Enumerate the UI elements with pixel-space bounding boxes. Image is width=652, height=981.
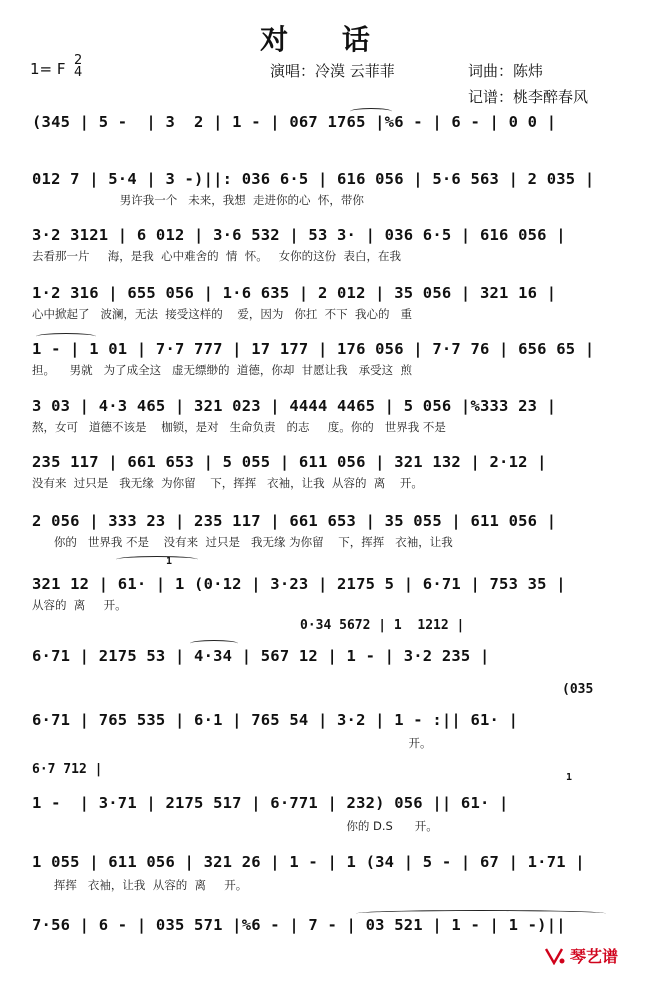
time-signature-bottom: 4 xyxy=(74,65,83,80)
volta-right-notes: 6·7 712 | xyxy=(32,762,103,777)
notation-line: 235 117 | 661 653 | 5 055 | 611 056 | 321 132 | 2·12 | xyxy=(32,453,547,471)
lyric-line: 开。 xyxy=(32,736,432,750)
logo-text: 琴艺谱 xyxy=(569,947,618,966)
lyric-line: 从容的 离 开。 xyxy=(32,598,127,612)
lyric-line: 你的 D.S 开。 xyxy=(32,819,438,833)
site-logo xyxy=(544,944,618,967)
singers: 演唱：冷漠 云菲菲 xyxy=(270,62,395,80)
lyric-line: 没有来 过只是 我无缘 为你留 下，挥挥 衣袖，让我 从容的 离 开。 xyxy=(32,476,423,490)
time-signature xyxy=(74,55,82,79)
lyric-line: 心中掀起了 波澜，无法 接受这样的 爱，因为 你扛 不下 我心的 重 xyxy=(32,307,412,321)
lyric-line: 挥挥 衣袖，让我 从容的 离 开。 xyxy=(32,878,248,892)
notation-line: 3 03 | 4·3 465 | 321 023 | 4444 4465 | 5 056 |%333 23 | xyxy=(32,397,557,415)
notation-line: 6·71 | 2175 53 | 4·34 | 567 12 | 1 - | 3·2 235 | xyxy=(32,647,490,665)
lyric-line: 熬，女可 道德不该是 枷锁，是对 生命负责 的志 度。你的 世界我 不是 xyxy=(32,420,446,434)
lyric-line: 去看那一片 海，是我 心中难舍的 情 怀。 女你的这份 表白，在我 xyxy=(32,249,401,263)
volta-left-notes: (035 xyxy=(562,682,594,697)
notation-line: (345 | 5 - | 3 2 | 1 - | 067 1765 |%6 - | 6 - | 0 0 | xyxy=(32,113,557,131)
notation-line: 6·71 | 765 535 | 6·1 | 765 54 | 3·2 | 1 - :|| 61· | xyxy=(32,711,519,729)
lyric-line: 你的 世界我 不是 没有来 过只是 我无缘 为你留 下，挥挥 衣袖，让我 xyxy=(32,535,453,549)
transcriber: 记谱：桃李醉春风 xyxy=(468,88,589,106)
lyric-line: 男许我一个 未来，我想 走进你的心 怀，带你 xyxy=(32,193,364,207)
notation-line: 1 - | 3·71 | 2175 517 | 6·771 | 232) 056 || 61· | xyxy=(32,794,509,812)
notation-line: 321 12 | 61· | 1 (0·12 | 3·23 | 2175 5 | 6·71 | 753 35 | xyxy=(32,575,566,593)
ending-mark-2: 1 xyxy=(166,556,173,567)
notation-line: 7·56 | 6 - | 035 571 |%6 - | 7 - | 03 521 | 1 - | 1 -)|| xyxy=(32,916,566,934)
ending-mark-1: 1 xyxy=(566,772,573,783)
lyricist-composer: 词曲：陈炜 xyxy=(468,62,544,80)
lyric-line: 担。 男就 为了成全这 虚无缥缈的 道德，你却 甘愿让我 承受这 煎 xyxy=(32,363,412,377)
notation-line: 1·2 316 | 655 056 | 1·6 635 | 2 012 | 35 056 | 321 16 | xyxy=(32,284,557,302)
notation-line: 012 7 | 5·4 | 3 -)||: 036 6·5 | 616 056 | 5·6 563 | 2 035 | xyxy=(32,170,595,188)
notation-line: 2 056 | 333 23 | 235 117 | 661 653 | 35 055 | 611 056 | xyxy=(32,512,557,530)
key-signature: 1= F xyxy=(30,60,66,78)
slur-arc xyxy=(116,556,198,563)
slur-arc xyxy=(356,910,606,917)
time-signature-top: 2 xyxy=(74,53,83,68)
slur-arc xyxy=(36,333,96,340)
notation-line: 1 055 | 611 056 | 321 26 | 1 - | 1 (34 | 5 - | 67 | 1·71 | xyxy=(32,853,585,871)
song-title: 对 话 xyxy=(260,23,392,56)
slur-arc xyxy=(350,108,392,115)
upper-staff-line: 0·34 5672 | 1 1212 | xyxy=(300,618,465,633)
logo-icon xyxy=(544,947,566,965)
notation-line: 1 - | 1 01 | 7·7 777 | 17 177 | 176 056 | 7·7 76 | 656 65 | xyxy=(32,340,595,358)
slur-arc xyxy=(190,640,238,647)
notation-line: 3·2 3121 | 6 012 | 3·6 532 | 53 3· | 036 6·5 | 616 056 | xyxy=(32,226,566,244)
